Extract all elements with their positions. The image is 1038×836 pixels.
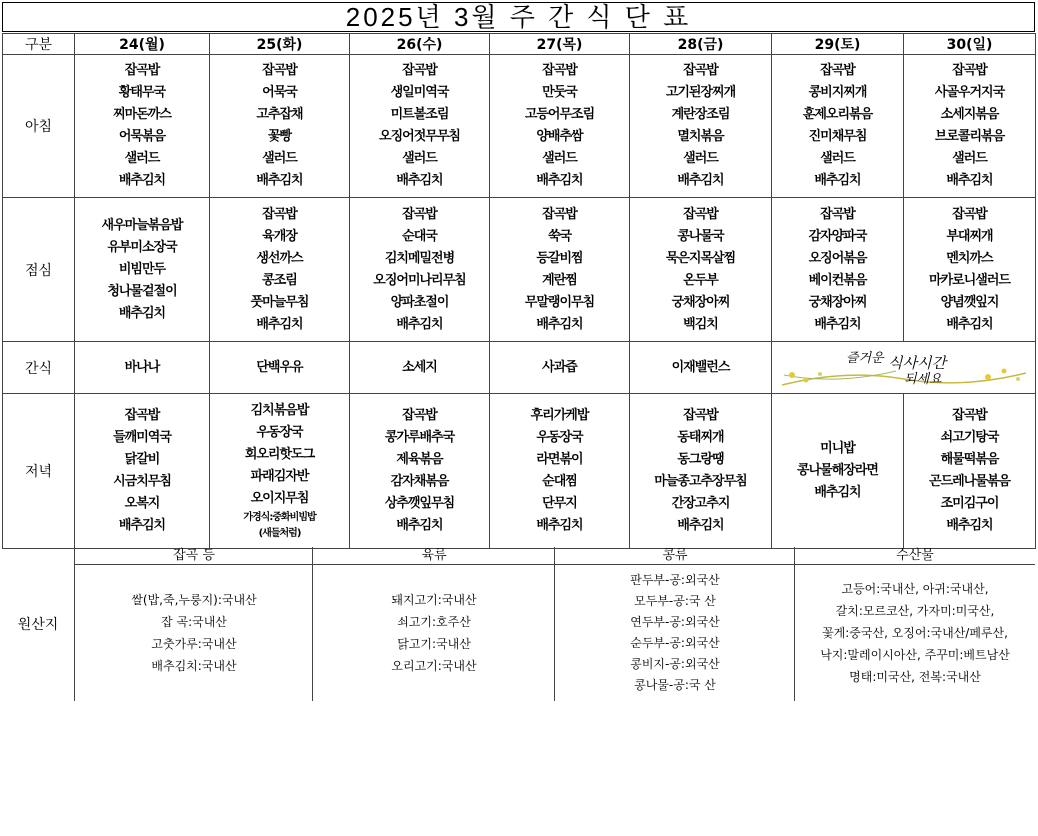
menu-cell xyxy=(490,357,629,379)
menu-cell xyxy=(630,357,771,379)
menu-item: 순대국 xyxy=(402,228,437,244)
menu-item: 곤드레나물볶음 xyxy=(929,474,1010,489)
menu-item: 꽃빵 xyxy=(267,129,292,144)
origin-item: 낙지:말레이시아산, 주꾸미:베트남산 xyxy=(820,648,1010,662)
origin-column-grains xyxy=(74,547,313,701)
menu-item: 잡곡밥 xyxy=(402,206,437,222)
menu-item: 콩나물해장라면 xyxy=(797,463,878,478)
page-title: 2025년 3월 주 간 식 단 표 xyxy=(2,2,1035,32)
menu-item: 잡곡밥 xyxy=(820,63,855,78)
menu-item: 배추김치 xyxy=(396,518,443,533)
menu-item: 잡곡밥 xyxy=(542,63,577,78)
menu-item: 잡곡밥 xyxy=(683,63,718,78)
origin-item: 꽃게:중국산, 오징어:국내산/페루산, xyxy=(822,626,1008,640)
menu-item: 배추김치 xyxy=(118,518,166,533)
menu-item: 제육볶음 xyxy=(396,452,443,467)
meal-label: 저녁 xyxy=(3,394,75,549)
menu-item: 사과즙 xyxy=(542,359,577,375)
day-header: 29(토) xyxy=(772,34,904,55)
menu-cell xyxy=(630,60,771,192)
menu-item: 잡곡밥 xyxy=(124,408,160,423)
menu-item: 마카로니샐러드 xyxy=(929,272,1010,288)
menu-item: 잡곡밥 xyxy=(683,408,718,423)
menu-item: 생선까스 xyxy=(256,250,303,266)
origin-item: 오리고기:국내산 xyxy=(391,659,477,673)
menu-item: 이재밸런스 xyxy=(671,359,730,375)
menu-item: 샐러드 xyxy=(262,151,297,166)
menu-item: 감자양파국 xyxy=(808,228,867,244)
menu-item: 오징어미나리무침 xyxy=(373,272,466,288)
menu-item: 샐러드 xyxy=(124,151,160,166)
menu-item: 궁채장아찌 xyxy=(808,294,867,310)
meal-label: 아침 xyxy=(3,55,75,198)
menu-item: 청나물겉절이 xyxy=(107,283,177,299)
menu-item: 배추김치 xyxy=(256,316,303,332)
origin-header: 콩류 xyxy=(555,547,795,565)
menu-item: 오징어볶음 xyxy=(808,250,867,266)
menu-item: 어묵국 xyxy=(262,85,297,100)
menu-cell xyxy=(490,405,629,537)
menu-item: 잡곡밥 xyxy=(952,408,987,423)
menu-cell xyxy=(904,60,1035,192)
menu-item: 쑥국 xyxy=(547,228,572,244)
menu-item: 배추김치 xyxy=(946,518,993,533)
menu-item: 콩나물국 xyxy=(677,228,724,244)
menu-item: 황태무국 xyxy=(118,85,166,100)
menu-item: 계란장조림 xyxy=(671,107,730,122)
menu-cell xyxy=(490,204,629,336)
origin-item: 배추김치:국내산 xyxy=(151,659,237,673)
menu-item: 콩비지찌개 xyxy=(808,85,867,100)
menu-item: 라면볶이 xyxy=(536,452,583,467)
menu-item: 샐러드 xyxy=(542,151,577,166)
menu-item: 양파초절이 xyxy=(390,294,449,310)
menu-item: 잡곡밥 xyxy=(402,63,437,78)
menu-item: 샐러드 xyxy=(683,151,718,166)
origin-header: 수산물 xyxy=(795,547,1035,565)
menu-cell xyxy=(350,204,489,336)
day-header: 27(목) xyxy=(490,34,630,55)
menu-cell xyxy=(772,60,903,192)
menu-item: 만둣국 xyxy=(542,85,577,100)
menu-item: 샐러드 xyxy=(402,151,437,166)
meal-label: 간식 xyxy=(3,342,75,394)
menu-item: 고등어무조림 xyxy=(524,107,595,122)
origin-column-meat xyxy=(312,547,555,701)
menu-item: 들깨미역국 xyxy=(113,430,171,445)
day-header: 26(수) xyxy=(350,34,490,55)
menu-item: 묵은지목살찜 xyxy=(665,250,736,266)
menu-item: 베이컨볶음 xyxy=(808,272,867,288)
origin-section xyxy=(2,547,1035,701)
menu-cell xyxy=(904,405,1035,537)
menu-item: 찌마돈까스 xyxy=(113,107,171,122)
menu-item: 계란찜 xyxy=(542,272,577,288)
menu-cell xyxy=(630,204,771,336)
origin-column-seafood xyxy=(794,547,1035,701)
menu-item: 쇠고기탕국 xyxy=(940,430,999,445)
menu-item: 바나나 xyxy=(124,359,160,375)
menu-cell xyxy=(210,357,349,379)
dinner-row xyxy=(3,394,1036,549)
banner-text-3: 되세요 xyxy=(903,371,942,387)
menu-note: 가경식:중화비빔밥 xyxy=(243,512,316,523)
menu-table xyxy=(2,33,1036,549)
menu-item: 동태찌개 xyxy=(677,430,724,445)
header-row xyxy=(3,34,1036,55)
origin-item: 순두부-공:외국산 xyxy=(630,636,720,650)
origin-header: 잡곡 등 xyxy=(75,547,313,565)
menu-item: 단백우유 xyxy=(256,359,303,375)
menu-item: 배추김치 xyxy=(814,173,861,188)
menu-item: 샐러드 xyxy=(820,151,855,166)
menu-item: 배추김치 xyxy=(118,173,166,188)
origin-item: 모두부-공:국 산 xyxy=(634,594,716,608)
menu-item: 배추김치 xyxy=(677,518,724,533)
meal-label: 점심 xyxy=(3,198,75,342)
day-header: 28(금) xyxy=(630,34,772,55)
menu-item: 풋마늘무침 xyxy=(250,294,309,310)
day-header: 30(일) xyxy=(904,34,1036,55)
menu-item: 백김치 xyxy=(683,316,718,332)
menu-item: 배추김치 xyxy=(677,173,724,188)
menu-item: 배추김치 xyxy=(118,305,166,321)
menu-item: 배추김치 xyxy=(396,173,443,188)
menu-item: 배추김치 xyxy=(536,316,583,332)
menu-item: 어묵볶음 xyxy=(118,129,166,144)
menu-note: (새들처럼) xyxy=(258,528,301,539)
menu-item: 잡곡밥 xyxy=(262,206,297,222)
menu-item: 오징어젓무무침 xyxy=(379,129,460,144)
day-header: 24(월) xyxy=(75,34,210,55)
menu-item: 잡곡밥 xyxy=(952,63,987,78)
origin-item: 콩비지-공:외국산 xyxy=(630,657,720,671)
menu-item: 배추김치 xyxy=(396,316,443,332)
menu-cell xyxy=(75,405,209,537)
origin-item: 고등어:국내산, 아귀:국내산, xyxy=(841,582,989,596)
menu-item: 단무지 xyxy=(542,496,577,511)
menu-item: 궁채장아찌 xyxy=(671,294,730,310)
menu-item: 양배추쌈 xyxy=(536,129,583,144)
origin-list xyxy=(555,565,795,701)
menu-item: 잡곡밥 xyxy=(402,408,437,423)
menu-item: 진미채무침 xyxy=(808,129,867,144)
menu-item: 잡곡밥 xyxy=(262,63,297,78)
menu-cell xyxy=(210,60,349,192)
menu-item: 배추김치 xyxy=(256,173,303,188)
menu-cell xyxy=(210,204,349,336)
origin-item: 쌀(밥,죽,누룽지):국내산 xyxy=(131,593,257,607)
menu-cell xyxy=(772,438,903,504)
origin-list xyxy=(313,565,555,701)
menu-item: 샐러드 xyxy=(952,151,987,166)
menu-cell xyxy=(350,405,489,537)
menu-item: 고기된장찌개 xyxy=(665,85,736,100)
menu-item: 우동장국 xyxy=(536,430,583,445)
menu-item: 오복지 xyxy=(124,496,160,511)
origin-label: 원산지 xyxy=(17,617,59,633)
menu-item: 고추잡채 xyxy=(256,107,303,122)
header-label: 구분 xyxy=(3,34,75,55)
origin-item: 닭고기:국내산 xyxy=(397,637,471,651)
origin-item: 잡 곡:국내산 xyxy=(161,615,227,629)
menu-cell xyxy=(490,60,629,192)
menu-item: 회오리핫도그 xyxy=(244,447,315,462)
menu-item: 육개장 xyxy=(262,228,297,244)
menu-item: 등갈비찜 xyxy=(536,250,583,266)
menu-item: 온두부 xyxy=(683,272,718,288)
menu-item: 잡곡밥 xyxy=(542,206,577,222)
menu-item: 후리가케밥 xyxy=(530,408,589,423)
origin-header: 육류 xyxy=(313,547,555,565)
menu-item: 해물떡볶음 xyxy=(940,452,999,467)
menu-item: 새우마늘볶음밥 xyxy=(101,217,183,233)
menu-cell xyxy=(904,204,1035,336)
menu-cell xyxy=(350,60,489,192)
origin-item: 콩나물-공:국 산 xyxy=(634,678,716,692)
menu-item: 시금치무침 xyxy=(113,474,171,489)
breakfast-row xyxy=(3,55,1036,198)
menu-item: 파래김자반 xyxy=(250,469,309,484)
banner-text-1: 즐거운 xyxy=(845,350,884,366)
menu-cell xyxy=(772,204,903,336)
menu-item: 배추김치 xyxy=(946,173,993,188)
origin-item: 명태:미국산, 전복:국내산 xyxy=(849,670,981,684)
menu-cell xyxy=(630,405,771,537)
menu-item: 부대찌개 xyxy=(946,228,993,244)
menu-item: 닭갈비 xyxy=(124,452,160,467)
menu-item: 미트볼조림 xyxy=(390,107,449,122)
banner-illustration xyxy=(776,345,1032,391)
origin-item: 갈치:모르코산, 가자미:미국산, xyxy=(835,604,995,618)
menu-item: 순대찜 xyxy=(542,474,577,489)
menu-item: 잡곡밥 xyxy=(952,206,987,222)
menu-item: 상추깻잎무침 xyxy=(384,496,455,511)
menu-item: 배추김치 xyxy=(814,316,861,332)
menu-item: 양념깻잎지 xyxy=(940,294,999,310)
menu-item: 유부미소장국 xyxy=(107,239,177,255)
menu-cell xyxy=(210,400,349,542)
menu-item: 우동장국 xyxy=(256,425,303,440)
menu-item: 조미김구이 xyxy=(940,496,999,511)
menu-item: 배추김치 xyxy=(814,485,861,500)
banner-text-2: 식사시간 xyxy=(887,353,946,372)
menu-item: 브로콜리볶음 xyxy=(934,129,1005,144)
menu-item: 콩조림 xyxy=(262,272,297,288)
menu-item: 사골우거지국 xyxy=(934,85,1005,100)
menu-item: 무말랭이무침 xyxy=(524,294,595,310)
lunch-row xyxy=(3,198,1036,342)
menu-item: 배추김치 xyxy=(946,316,993,332)
origin-item: 쇠고기:호주산 xyxy=(397,615,471,629)
menu-cell xyxy=(75,60,209,192)
origin-item: 돼지고기:국내산 xyxy=(391,593,477,607)
menu-item: 미니밥 xyxy=(820,441,855,456)
menu-item: 배추김치 xyxy=(536,518,583,533)
day-header: 25(화) xyxy=(210,34,350,55)
menu-item: 멘치까스 xyxy=(946,250,993,266)
menu-item: 잡곡밥 xyxy=(683,206,718,222)
origin-item: 고춧가루:국내산 xyxy=(151,637,237,651)
menu-cell xyxy=(75,215,209,325)
menu-item: 오이지무침 xyxy=(250,491,309,506)
menu-item: 감자채볶음 xyxy=(390,474,449,489)
menu-item: 콩가루배추국 xyxy=(384,430,455,445)
menu-item: 잡곡밥 xyxy=(124,63,160,78)
menu-item: 멸치볶음 xyxy=(677,129,724,144)
origin-item: 연두부-공:외국산 xyxy=(630,615,720,629)
menu-item: 생일미역국 xyxy=(390,85,449,100)
menu-item: 김치볶음밥 xyxy=(250,403,309,418)
menu-cell xyxy=(350,357,489,379)
origin-item: 판두부-공:외국산 xyxy=(630,573,720,587)
menu-item: 마늘종고추장무침 xyxy=(654,474,747,489)
menu-cell xyxy=(75,357,209,379)
origin-list xyxy=(75,565,313,701)
menu-item: 배추김치 xyxy=(536,173,583,188)
menu-item: 동그랑땡 xyxy=(677,452,724,467)
menu-item: 잡곡밥 xyxy=(820,206,855,222)
menu-item: 김치메밀전병 xyxy=(384,250,455,266)
enjoy-meal-banner xyxy=(772,345,1035,391)
menu-item: 비빔만두 xyxy=(118,261,166,277)
menu-item: 훈제오리볶음 xyxy=(802,107,873,122)
origin-column-beans xyxy=(554,547,795,701)
menu-item: 소세지 xyxy=(402,359,437,375)
origin-list xyxy=(795,565,1035,701)
snack-row xyxy=(3,342,1036,394)
menu-item: 간장고추지 xyxy=(671,496,730,511)
menu-item: 소세지볶음 xyxy=(940,107,999,122)
